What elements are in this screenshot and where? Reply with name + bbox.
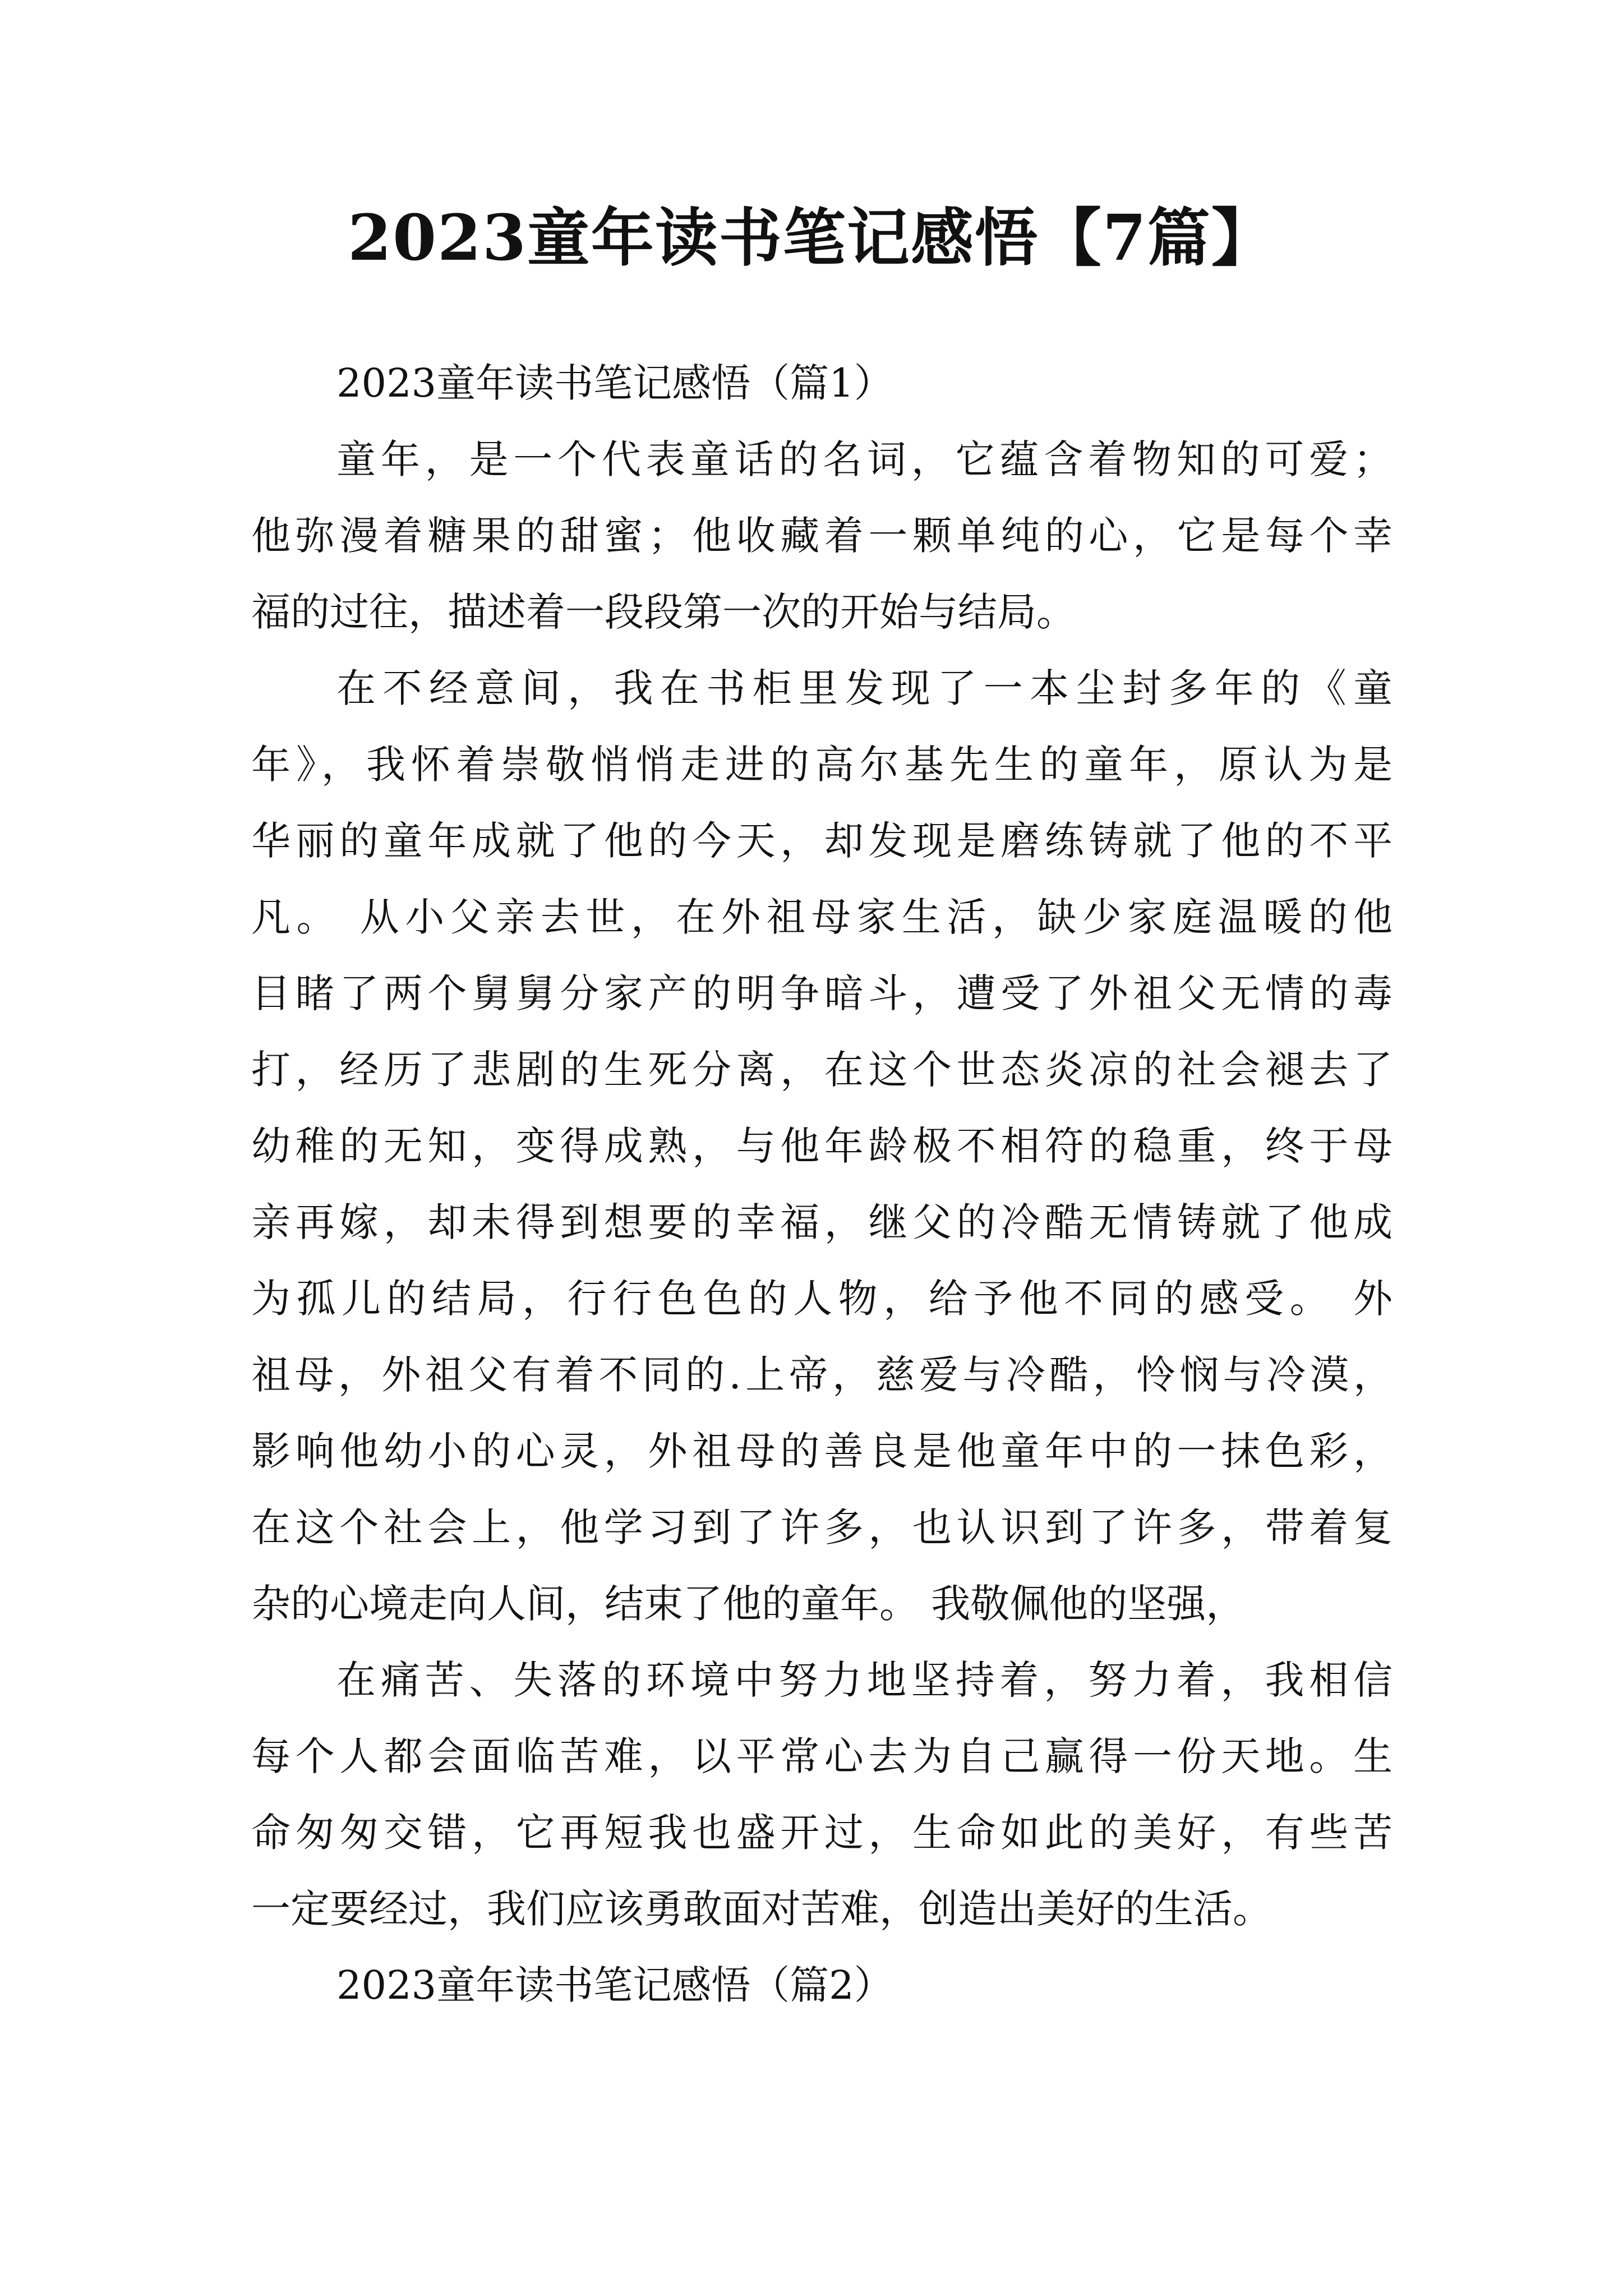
paragraph-line: 在这个社会上，他学习到了许多，也认识到了许多，带着复 xyxy=(251,1504,1393,1550)
section-heading-2: 2023童年读书笔记感悟（篇2） xyxy=(336,1962,893,2008)
paragraph-line: 他弥漫着糖果的甜蜜；他收藏着一颗单纯的心，它是每个幸 xyxy=(251,513,1393,559)
paragraph-line: 亲再嫁，却未得到想要的幸福，继父的冷酷无情铸就了他成 xyxy=(251,1199,1393,1245)
paragraph-line: 目睹了两个舅舅分家产的明争暗斗，遭受了外祖父无情的毒 xyxy=(251,970,1393,1016)
paragraph-line: 华丽的童年成就了他的今天，却发现是磨练铸就了他的不平 xyxy=(251,818,1393,864)
paragraph-line: 幼稚的无知，变得成熟，与他年龄极不相符的稳重，终于母 xyxy=(251,1123,1393,1169)
paragraph-line: 福的过往，描述着一段段第一次的开始与结局。 xyxy=(251,589,1076,635)
paragraph-line: 影响他幼小的心灵，外祖母的善良是他童年中的一抹色彩， xyxy=(251,1428,1393,1474)
paragraph-line: 童年，是一个代表童话的名词，它蕴含着物知的可爱； xyxy=(336,436,1393,482)
section-heading-1: 2023童年读书笔记感悟（篇1） xyxy=(336,360,893,406)
paragraph-line: 在痛苦、失落的环境中努力地坚持着，努力着，我相信 xyxy=(336,1657,1393,1703)
paragraph-line: 命匆匆交错，它再短我也盛开过，生命如此的美好，有些苦 xyxy=(251,1810,1393,1856)
document-title: 2023童年读书笔记感悟【7篇】 xyxy=(348,201,1275,275)
paragraph-line: 祖母，外祖父有着不同的.上帝，慈爱与冷酷，怜悯与冷漠， xyxy=(251,1352,1393,1398)
paragraph-line: 为孤儿的结局，行行色色的人物，给予他不同的感受。 外 xyxy=(251,1276,1393,1322)
paragraph-2 xyxy=(251,650,1393,1642)
paragraph-3 xyxy=(251,1642,1393,1947)
paragraph-line: 打，经历了悲剧的生死分离，在这个世态炎凉的社会褪去了 xyxy=(251,1047,1393,1093)
paragraph-line: 每个人都会面临苦难，以平常心去为自己赢得一份天地。生 xyxy=(251,1733,1393,1779)
paragraph-1 xyxy=(251,421,1393,650)
paragraph-line: 在不经意间，我在书柜里发现了一本尘封多年的《童 xyxy=(336,665,1393,711)
paragraph-line: 凡。 从小父亲去世，在外祖母家生活，缺少家庭温暖的他 xyxy=(251,894,1393,940)
document-body xyxy=(251,345,1393,2023)
paragraph-line: 年》，我怀着崇敬悄悄走进的高尔基先生的童年，原认为是 xyxy=(251,742,1393,788)
paragraph-line: 杂的心境走向人间，结束了他的童年。 我敬佩他的坚强， xyxy=(251,1581,1246,1627)
paragraph-line: 一定要经过，我们应该勇敢面对苦难，创造出美好的生活。 xyxy=(251,1886,1272,1932)
